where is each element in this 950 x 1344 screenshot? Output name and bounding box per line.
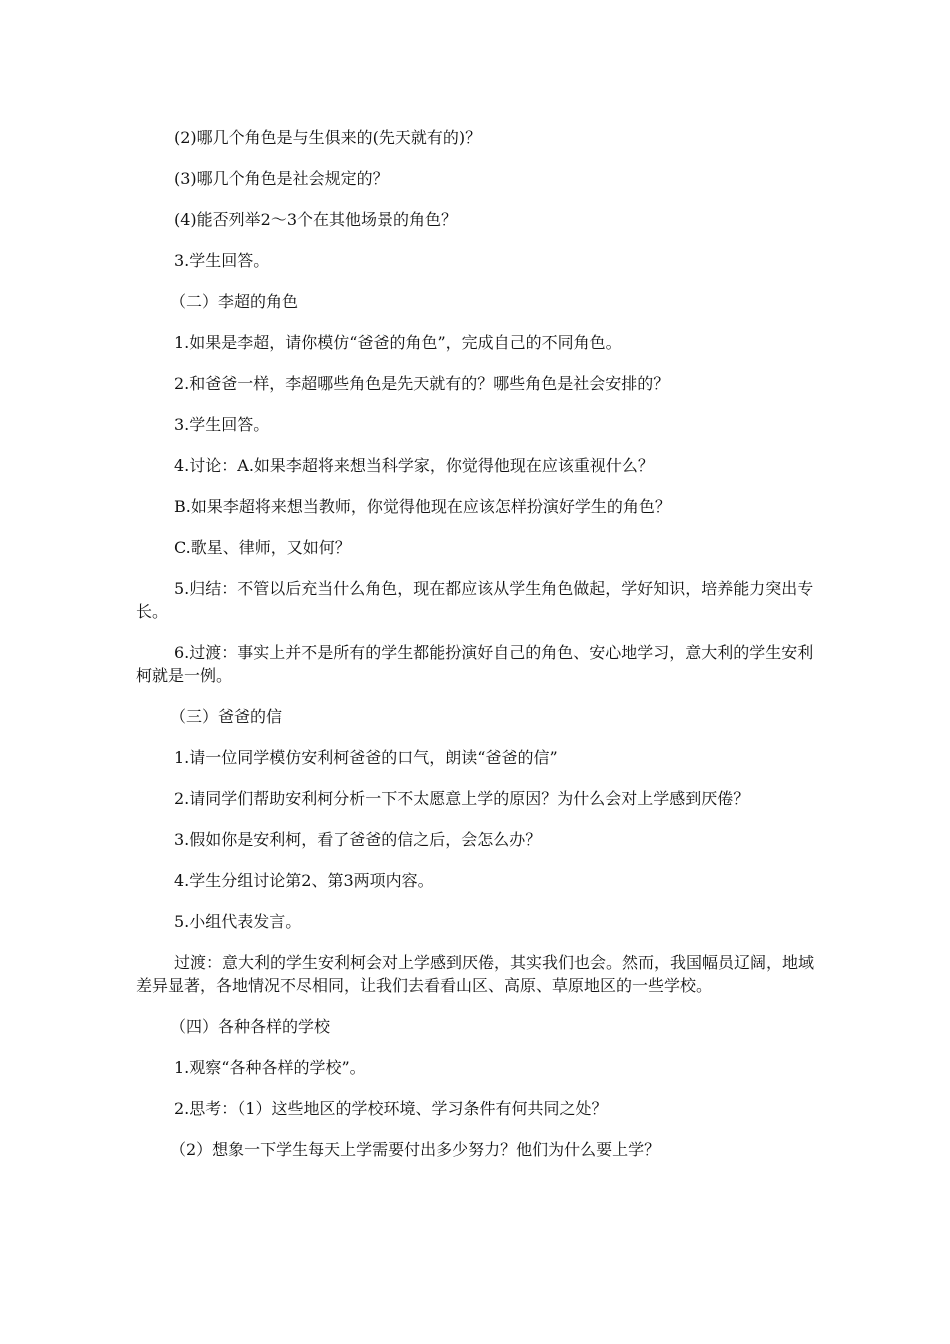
paragraph-11: C.歌星、律师，又如何？ xyxy=(174,538,351,557)
paragraph-8: 3.学生回答。 xyxy=(174,415,270,434)
section-heading-4: （四）各种各样的学校 xyxy=(170,1017,331,1036)
paragraph-20: 过渡：意大利的学生安利柯会对上学感到厌倦，其实我们也会。然而，我国幅员辽阔，地域差异显著，各地情况不尽相同，让我们去看看山区、高原、草原地区的一些学校。 xyxy=(136,953,815,995)
paragraph-4: 3.学生回答。 xyxy=(174,251,270,270)
section-heading-3: （三）爸爸的信 xyxy=(170,707,283,726)
paragraph-22: 1.观察“各种各样的学校”。 xyxy=(174,1058,366,1077)
section-heading-2: （二）李超的角色 xyxy=(170,292,299,311)
paragraph-3: (4)能否列举2～3个在其他场景的角色？ xyxy=(174,210,458,229)
paragraph-17: 3.假如你是安利柯，看了爸爸的信之后，会怎么办？ xyxy=(174,830,542,849)
paragraph-2: (3)哪几个角色是社会规定的？ xyxy=(174,169,389,188)
paragraph-23: 2.思考：（1）这些地区的学校环境、学习条件有何共同之处？ xyxy=(174,1099,608,1118)
paragraph-13: 6.过渡：事实上并不是所有的学生都能扮演好自己的角色、安心地学习，意大利的学生安利柯就是一例。 xyxy=(136,643,814,685)
document-body xyxy=(136,126,826,1179)
paragraph-9: 4.讨论：A.如果李超将来想当科学家，你觉得他现在应该重视什么？ xyxy=(174,456,654,475)
paragraph-16: 2.请同学们帮助安利柯分析一下不太愿意上学的原因？为什么会对上学感到厌倦？ xyxy=(174,789,750,808)
paragraph-19: 5.小组代表发言。 xyxy=(174,912,302,931)
paragraph-6: 1.如果是李超，请你模仿“爸爸的角色”，完成自己的不同角色。 xyxy=(174,333,622,352)
paragraph-7: 2.和爸爸一样，李超哪些角色是先天就有的？哪些角色是社会安排的？ xyxy=(174,374,670,393)
paragraph-10: B.如果李超将来想当教师，你觉得他现在应该怎样扮演好学生的角色？ xyxy=(174,497,671,516)
paragraph-1: (2)哪几个角色是与生俱来的(先天就有的)？ xyxy=(174,128,482,147)
paragraph-12: 5.归结：不管以后充当什么角色，现在都应该从学生角色做起，学好知识，培养能力突出专长。 xyxy=(136,579,814,621)
paragraph-24: （2）想象一下学生每天上学需要付出多少努力？他们为什么要上学？ xyxy=(170,1140,661,1159)
paragraph-18: 4.学生分组讨论第2、第3两项内容。 xyxy=(174,871,434,890)
paragraph-15: 1.请一位同学模仿安利柯爸爸的口气，朗读“爸爸的信” xyxy=(174,748,558,767)
